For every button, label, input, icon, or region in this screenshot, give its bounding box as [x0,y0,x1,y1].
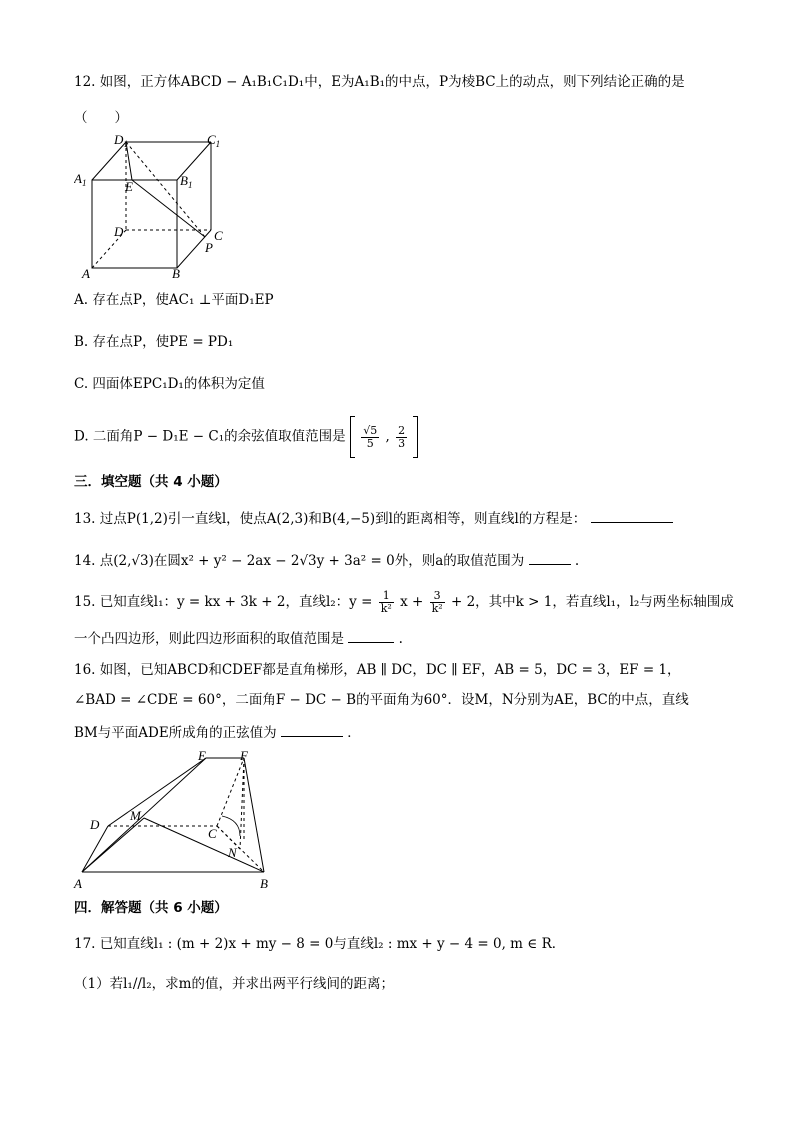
label-m: M [130,808,141,823]
q16-line1: 16. 如图，已知ABCD和CDEF都是直角梯形，AB ∥ DC，DC ∥ EF，AB = 5，DC = 3，EF = 1， [74,662,681,678]
q17-stem: 17. 已知直线l₁ : (m + 2)x + my − 8 = 0与直线l₂ : mx + y − 4 = 0, m ∈ R． [74,936,566,952]
q12-stem: 12. 如图，正方体ABCD − A₁B₁C₁D₁中，E为A₁B₁的中点，P为棱BC上的动点，则下列结论正确的是 [74,74,685,90]
q12-option-d: D. 二面角P − D₁E − C₁的余弦值取值范围是 $\frac{√5}{5}$ , $\frac{2}{3}$ [74,416,418,458]
q16-answer-blank[interactable] [281,722,343,737]
q12-answer-paren: （ ） [74,110,128,126]
q17-part1: （1）若l₁//l₂，求m的值，并求出两平行线间的距离； [74,976,394,992]
label-d1: $D_1$ [114,132,128,149]
label-a: A [74,876,82,891]
label-c: C [214,228,223,243]
q16-line3: BM与平面ADE所成角的正弦值为 ． [74,722,361,743]
left-bracket [350,416,355,458]
q12-option-a: A. 存在点P，使AC₁ ⊥平面D₁EP [74,292,274,308]
frac-3-k2: $\frac{3}{\text{k²}}$ [431,589,443,615]
q13-answer-blank[interactable] [591,508,673,523]
q12-option-c: C. 四面体EPC₁D₁的体积为定值 [74,376,265,392]
right-bracket [413,416,418,458]
label-a1: $A_1$ [74,171,87,188]
q14-answer-blank[interactable] [529,550,571,565]
frac-2-3: $\frac{2}{3}$ [398,423,406,450]
frac-sqrt5-5: $\frac{√5}{5}$ [363,423,378,450]
label-c1: $C_1$ [207,132,221,149]
label-b: B [260,876,268,891]
label-c: C [208,826,217,841]
frac-1-k2: $\frac{1}{\text{k²}}$ [380,589,392,615]
q12-option-b: B. 存在点P，使PE = PD₁ [74,334,234,350]
trapezoid-figure [72,746,282,892]
label-e: E [125,179,133,194]
q14: 14. 点(2,√3)在圆x² + y² − 2ax − 2√3y + 3a² = 0外，则a的取值范围为 . [74,550,579,571]
label-b: B [172,266,180,280]
label-d: D [90,817,100,832]
section3-title: 三．填空题（共 4 小题） [74,474,228,490]
q15-line1: 15. 已知直线l₁：y = kx + 3k + 2，直线l₂：y = $\frac{1}{\text{k²}}$ x + $\frac{3}{\text{k²}}$ + 2，其中k > 1，若直线l₁，l₂与两坐标轴围成 [74,589,734,615]
label-a: A [82,266,90,280]
q16-line2: ∠BAD = ∠CDE = 60°，二面角F − DC − B的平面角为60°．设M，N分别为AE，BC的中点，直线 [74,692,689,708]
section4-title: 四．解答题（共 6 小题） [74,900,228,916]
label-e: E [198,748,206,763]
q15-answer-blank[interactable] [348,628,394,643]
label-d: D [114,224,124,239]
q12-option-d-text: D. 二面角P − D₁E − C₁的余弦值取值范围是 [74,428,346,445]
label-n: N [228,845,237,860]
label-f: F [240,748,248,763]
q13: 13. 过点P(1,2)引一直线l，使点A(2,3)和B(4,−5)到l的距离相等，则直线l的方程是： [74,508,673,529]
label-b1: $B_1$ [180,173,193,190]
label-p: P [205,240,213,255]
cube-figure [74,130,234,280]
q15-line2: 一个凸四边形，则此四边形面积的取值范围是 . [74,628,403,649]
